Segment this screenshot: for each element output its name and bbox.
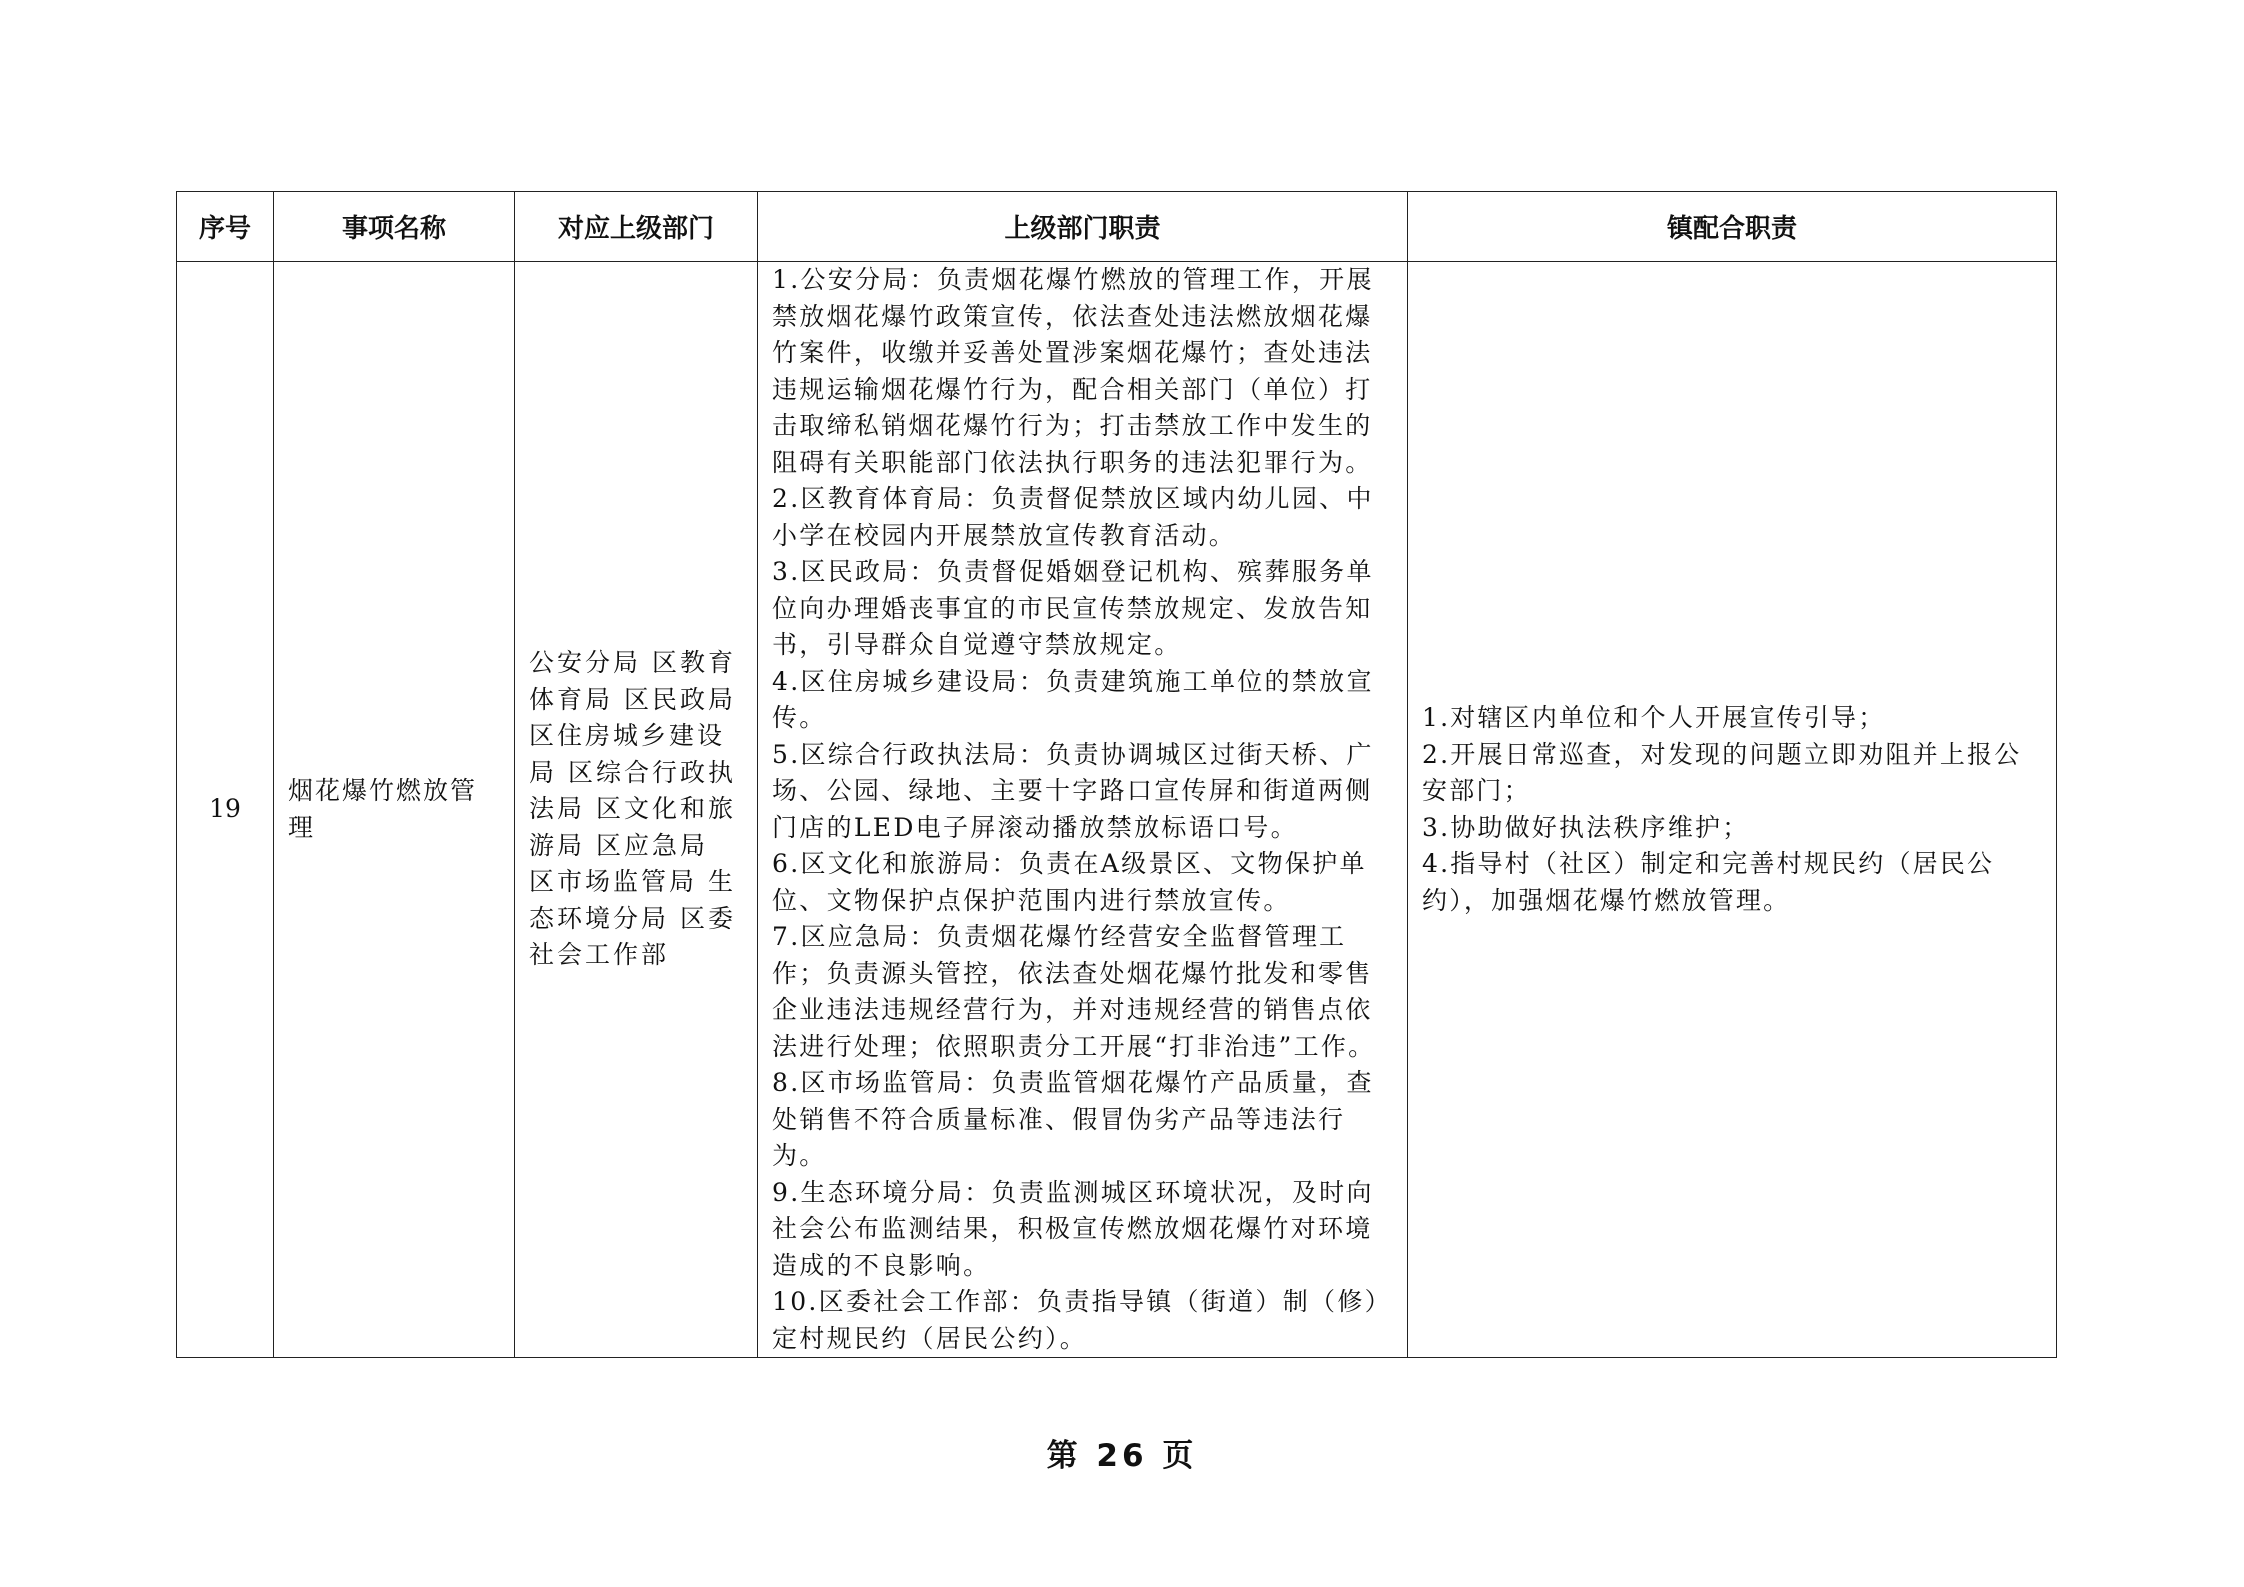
header-item-name: 事项名称 — [274, 192, 515, 262]
duty-item: 1.公安分局：负责烟花爆竹燃放的管理工作，开展禁放烟花爆竹政策宣传，依法查处违法燃放烟花爆竹案件，收缴并妥善处置涉案烟花爆竹；查处违法违规运输烟花爆竹行为，配合相关部门（单位）打击取缔私销烟花爆竹行为；打击禁放工作中发生的阻碍有关职能部门依法执行职务的违法犯罪行为。 — [772, 265, 1374, 477]
table-row — [177, 262, 2057, 1358]
town-duty-item: 4.指导村（社区）制定和完善村规民约（居民公约），加强烟花爆竹燃放管理。 — [1422, 849, 1995, 915]
duty-item: 2.区教育体育局：负责督促禁放区域内幼儿园、中小学在校园内开展禁放宣传教育活动。 — [772, 484, 1374, 550]
responsibility-table — [176, 191, 2057, 1358]
duty-item: 3.区民政局：负责督促婚姻登记机构、殡葬服务单位向办理婚丧事宜的市民宣传禁放规定、发放告知书，引导群众自觉遵守禁放规定。 — [772, 557, 1374, 659]
town-duty-item: 3.协助做好执法秩序维护； — [1422, 812, 1750, 842]
header-seq: 序号 — [177, 192, 274, 262]
duty-item: 8.区市场监管局：负责监管烟花爆竹产品质量，查处销售不符合质量标准、假冒伪劣产品等违法行为。 — [772, 1068, 1374, 1170]
town-duties-cell — [1408, 262, 2057, 1358]
table-header-row — [177, 192, 2057, 262]
departments-cell: 公安分局 区教育体育局 区民政局 区住房城乡建设局 区综合行政执法局 区文化和旅游局 区应急局 区市场监管局 生态环境分局 区委社会工作部 — [515, 262, 758, 1358]
item-name-cell: 烟花爆竹燃放管理 — [274, 262, 515, 1358]
duty-item: 5.区综合行政执法局：负责协调城区过街天桥、广场、公园、绿地、主要十字路口宣传屏和街道两侧门店的LED电子屏滚动播放禁放标语口号。 — [772, 739, 1374, 842]
header-town-duties: 镇配合职责 — [1408, 192, 2057, 262]
header-departments: 对应上级部门 — [515, 192, 758, 262]
superior-duties-cell — [758, 262, 1408, 1358]
duty-item: 9.生态环境分局：负责监测城区环境状况，及时向社会公布监测结果，积极宣传燃放烟花爆竹对环境造成的不良影响。 — [772, 1177, 1374, 1280]
page-number: 第 26 页 — [1046, 1438, 1198, 1474]
duty-item: 10.区委社会工作部：负责指导镇（街道）制（修）定村规民约（居民公约）。 — [772, 1287, 1392, 1353]
superior-duties-list — [772, 262, 1395, 1357]
header-superior-duties: 上级部门职责 — [758, 192, 1408, 262]
duty-item: 7.区应急局：负责烟花爆竹经营安全监督管理工作；负责源头管控，依法查处烟花爆竹批发和零售企业违法违规经营行为，并对违规经营的销售点依法进行处理；依照职责分工开展“打非治违”工作。 — [772, 922, 1376, 1061]
duty-item: 4.区住房城乡建设局：负责建筑施工单位的禁放宣传。 — [772, 666, 1374, 732]
seq-cell: 19 — [177, 262, 274, 1358]
town-duty-item: 1.对辖区内单位和个人开展宣传引导； — [1422, 703, 1886, 732]
town-duty-item: 2.开展日常巡查，对发现的问题立即劝阻并上报公安部门； — [1422, 739, 2022, 805]
duty-item: 6.区文化和旅游局：负责在A级景区、文物保护单位、文物保护点保护范围内进行禁放宣传。 — [772, 849, 1367, 915]
